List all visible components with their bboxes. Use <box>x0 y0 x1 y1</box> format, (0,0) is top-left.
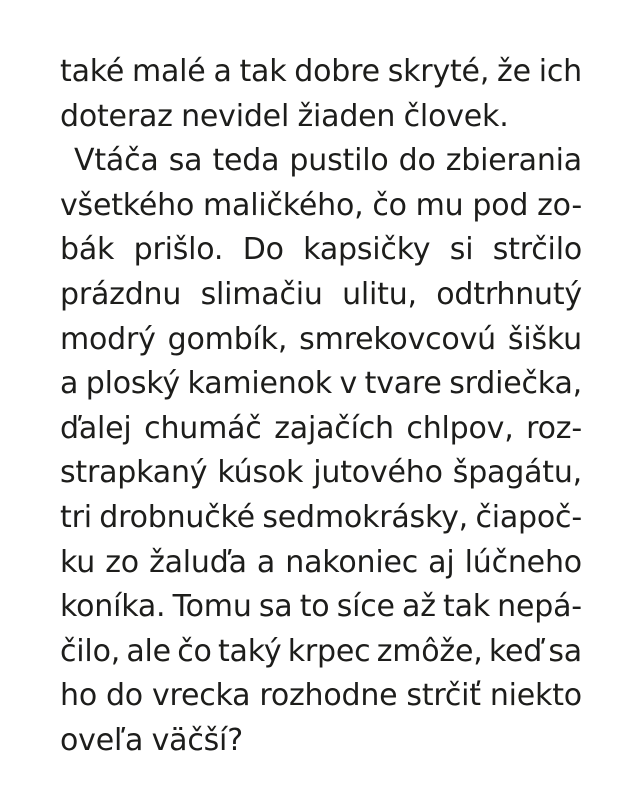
text-line: Vtáča sa teda pustilo do zbierania <box>74 143 582 179</box>
text-line: modrý gombík, smrekovcovú šišku <box>60 321 582 357</box>
text-line: koníka. Tomu sa to síce až tak nepá- <box>60 589 582 625</box>
text-line: ho do vrecka rozhodne strčiť niekto <box>60 678 582 714</box>
text-line: čilo, ale čo taký krpec zmôže, keď sa <box>60 633 582 669</box>
text-line: tri drobnučké sedmokrásky, čiapoč- <box>60 499 582 535</box>
body-text <box>60 50 582 764</box>
text-line: oveľa väčší? <box>60 722 243 758</box>
text-line: doteraz nevidel žiaden človek. <box>60 98 509 134</box>
text-line: strapkaný kúsok jutového špagátu, <box>60 455 582 491</box>
text-line: a ploský kamienok v tvare srdiečka, <box>60 366 582 402</box>
text-line: bák prišlo. Do kapsičky si strčilo <box>60 232 582 268</box>
text-line: všetkého maličkého, čo mu pod zo- <box>60 187 582 223</box>
text-line: ďalej chumáč zajačích chlpov, roz- <box>60 410 582 446</box>
text-line: ku zo žaluďa a nakoniec aj lúčneho <box>60 544 582 580</box>
paragraph <box>60 139 582 763</box>
text-line: prázdnu slimačiu ulitu, odtrhnutý <box>60 276 582 312</box>
text-line: také malé a tak dobre skryté, že ich <box>60 54 582 89</box>
paragraph <box>60 50 582 139</box>
